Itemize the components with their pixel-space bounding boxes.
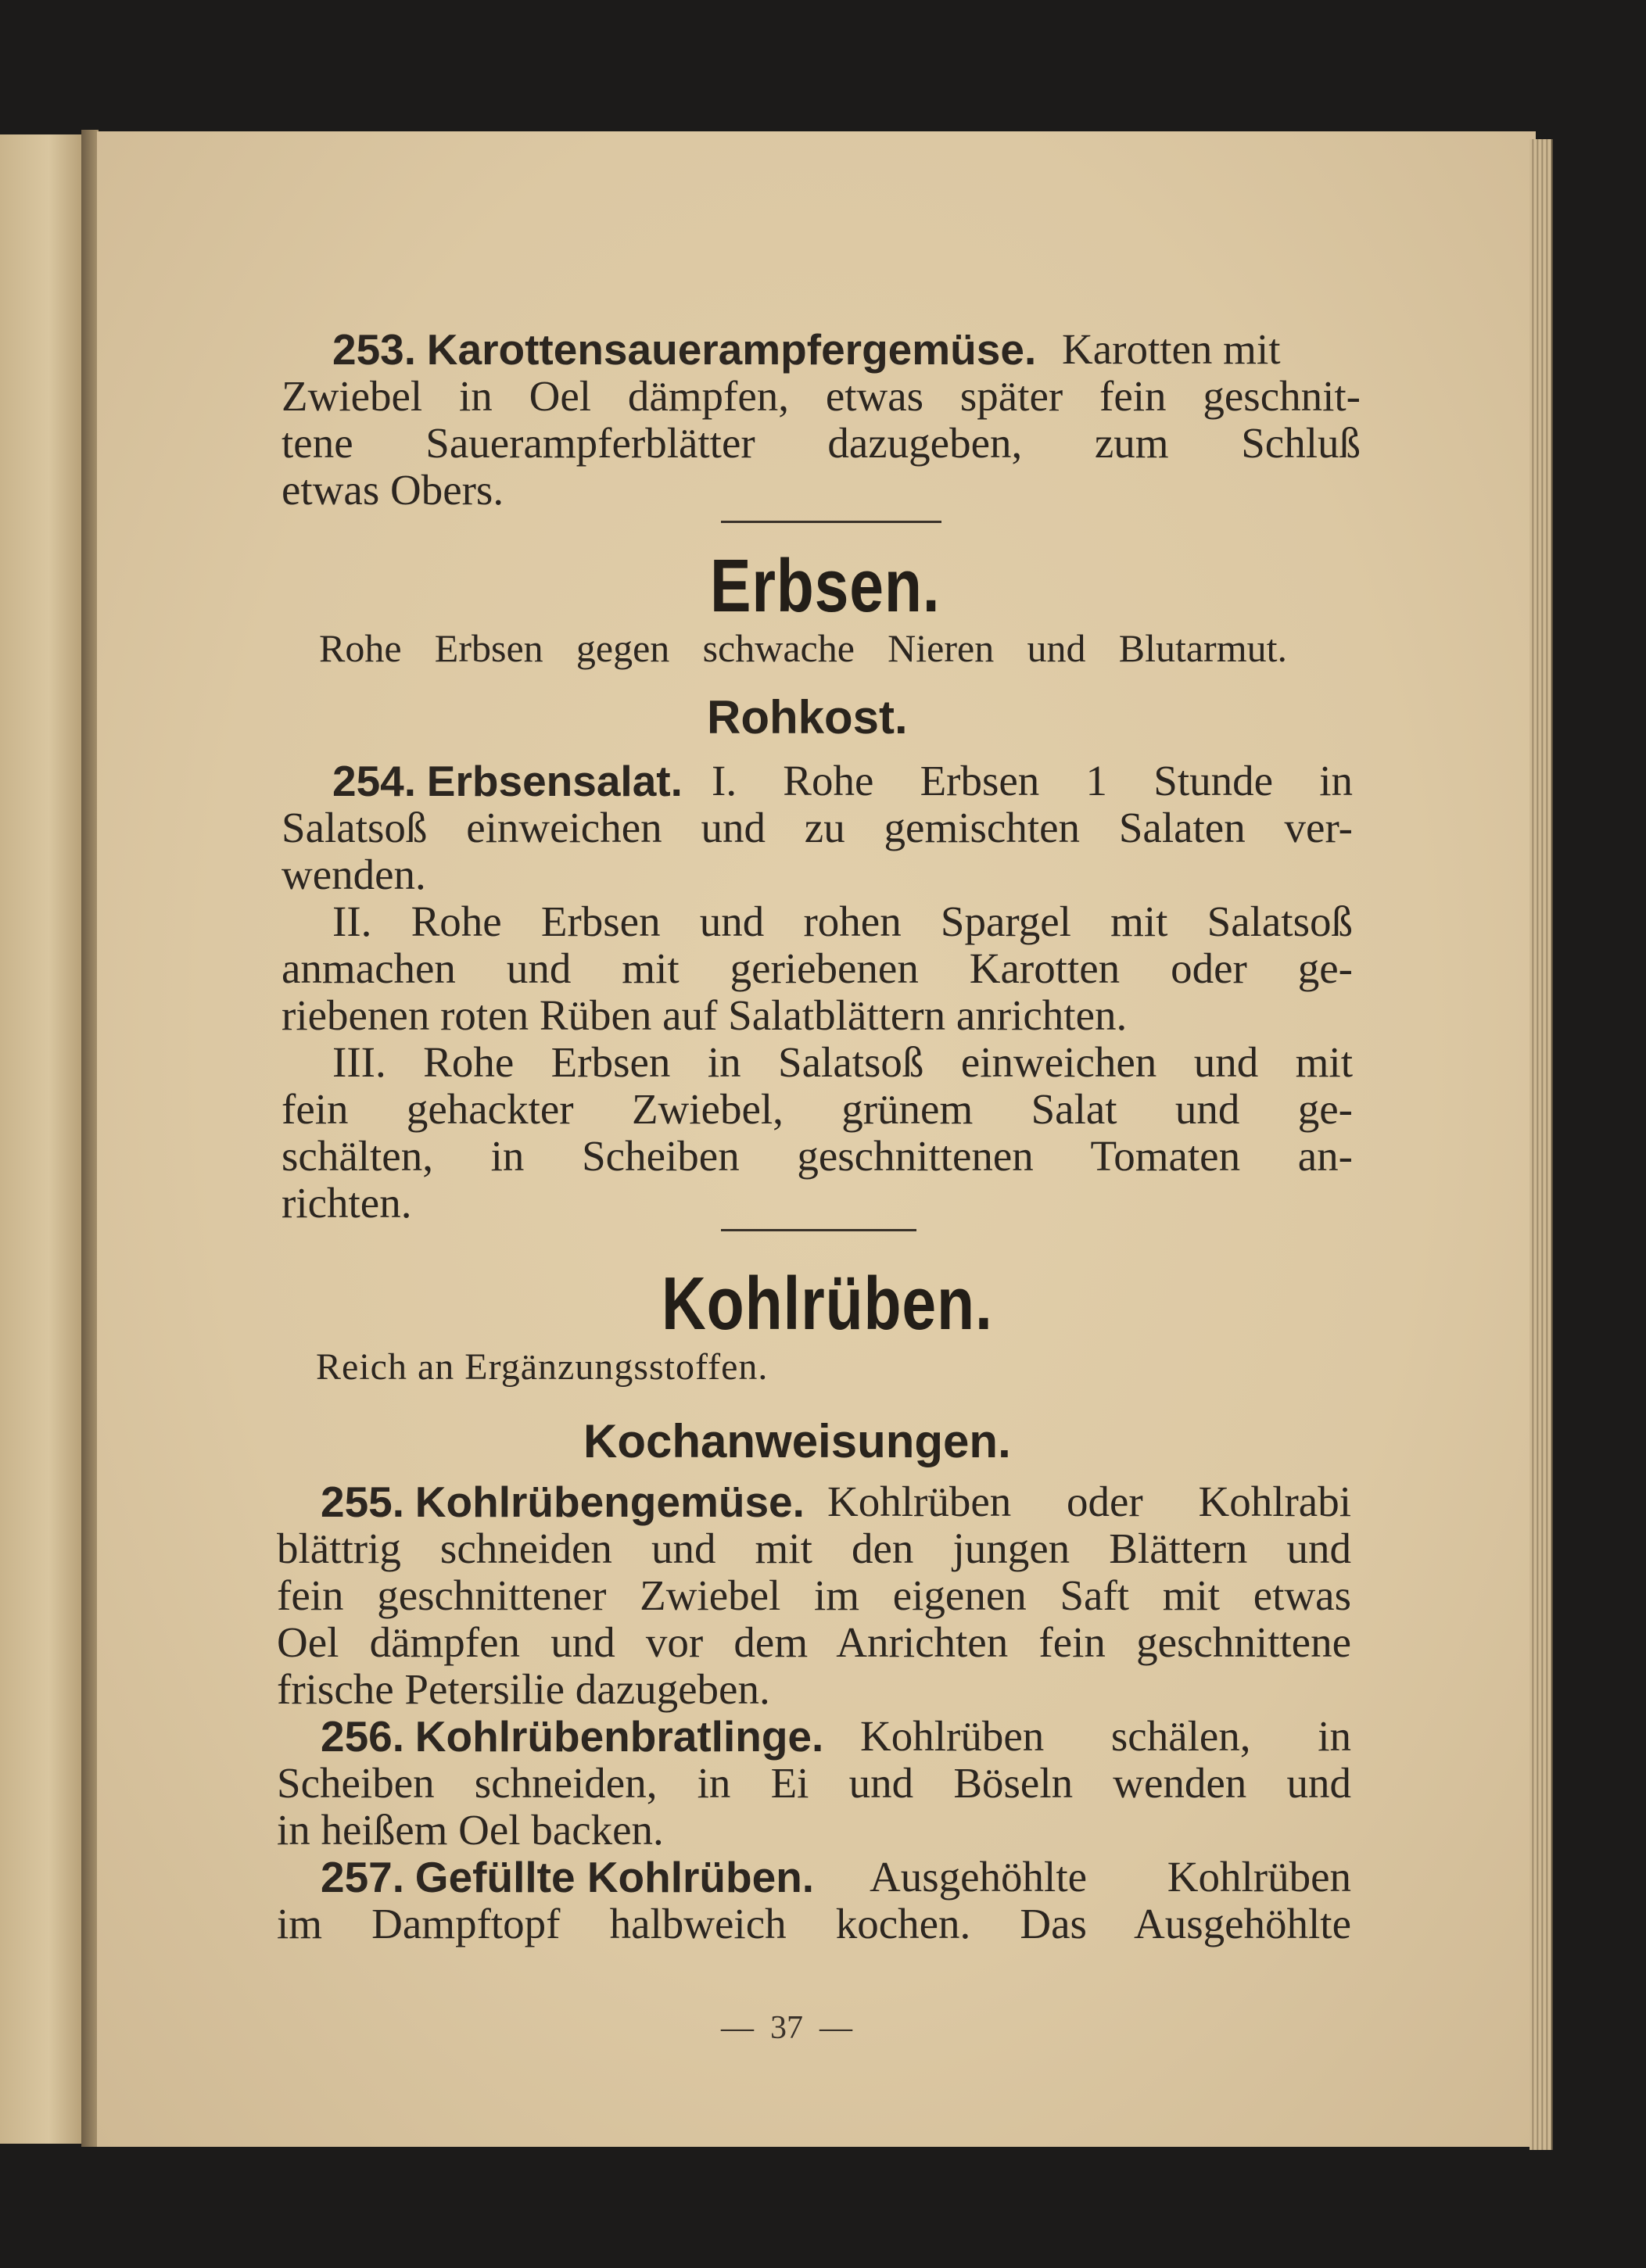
recipe-254-line-4: anmachen und mit geriebenen Karotten oder ge- bbox=[282, 944, 1353, 992]
recipe-253-line-1: Zwiebel in Oel dämpfen, etwas später fein geschnit- bbox=[282, 372, 1361, 420]
page-number bbox=[721, 2009, 852, 2047]
recipe-254-line-5: riebenen roten Rüben auf Salatblättern anrichten. bbox=[282, 991, 1128, 1039]
recipe-254-first-line bbox=[332, 758, 683, 804]
recipe-253-line-2: tene Sauerampferblätter dazugeben, zum Schluß bbox=[282, 419, 1361, 467]
recipe-256-first-line bbox=[321, 1714, 823, 1760]
recipe-253-line-3: etwas Obers. bbox=[282, 466, 504, 514]
recipe-257-line-0: Ausgehöhlte Kohlrüben bbox=[870, 1853, 1351, 1901]
page-number-value: 37 bbox=[770, 2010, 803, 2046]
recipe-254-line-2: wenden. bbox=[282, 851, 426, 898]
section-heading-kohlrueben: Kohlrüben. bbox=[662, 1262, 993, 1345]
recipe-254-line-1: Salatsoß einweichen und zu gemischten Salaten ver- bbox=[282, 804, 1353, 851]
recipe-257-line-1: im Dampftopf halbweich kochen. Das Ausgehöhlte bbox=[277, 1900, 1351, 1947]
recipe-253-title: Karottensauerampfergemüse. bbox=[426, 325, 1037, 374]
page-number-dash-right: — bbox=[803, 2010, 852, 2046]
recipe-254-line-8: schälten, in Scheiben geschnittenen Tomaten an- bbox=[282, 1132, 1353, 1180]
recipe-254-title: Erbsensalat. bbox=[426, 757, 683, 805]
recipe-257-number: 257. bbox=[321, 1853, 405, 1901]
recipe-255-title: Kohlrübengemüse. bbox=[414, 1478, 805, 1526]
recipe-255-first-line bbox=[321, 1479, 805, 1525]
recipe-254-line-7: fein gehackter Zwiebel, grünem Salat und ge- bbox=[282, 1085, 1353, 1133]
recipe-256-title: Kohlrübenbratlinge. bbox=[414, 1712, 824, 1761]
divider-rule-1 bbox=[721, 521, 941, 523]
recipe-256-number: 256. bbox=[321, 1712, 405, 1761]
recipe-255-line-0: Kohlrüben oder Kohlrabi bbox=[827, 1478, 1351, 1525]
recipe-254-line-6: III. Rohe Erbsen in Salatsoß einweichen und mit bbox=[332, 1038, 1353, 1086]
recipe-253-line-0: Karotten mit bbox=[1062, 325, 1281, 373]
recipe-255-line-2: fein geschnittener Zwiebel im eigenen Saft mit etwas bbox=[277, 1571, 1351, 1619]
recipe-256-line-0: Kohlrüben schälen, in bbox=[860, 1712, 1351, 1760]
divider-rule-2 bbox=[721, 1229, 916, 1231]
recipe-255-line-3: Oel dämpfen und vor dem Anrichten fein geschnittene bbox=[277, 1618, 1351, 1666]
recipe-255-line-1: blättrig schneiden und mit den jungen Blättern und bbox=[277, 1525, 1351, 1572]
erbsen-subheading: Rohkost. bbox=[707, 691, 908, 743]
recipe-254-line-9: richten. bbox=[282, 1179, 412, 1227]
erbsen-note: Rohe Erbsen gegen schwache Nieren und Blutarmut. bbox=[319, 626, 1287, 670]
book-gutter bbox=[81, 130, 99, 2147]
page-stack-edge bbox=[1529, 139, 1553, 2150]
kohlrueben-note: Reich an Ergänzungsstoffen. bbox=[316, 1346, 769, 1388]
section-heading-erbsen: Erbsen. bbox=[710, 544, 941, 628]
kohlrueben-subheading: Kochanweisungen. bbox=[583, 1415, 1011, 1467]
recipe-254-line-3: II. Rohe Erbsen und rohen Spargel mit Salatsoß bbox=[332, 898, 1353, 945]
left-page-edge bbox=[0, 134, 83, 2144]
recipe-256-line-2: in heißem Oel backen. bbox=[277, 1806, 664, 1854]
recipe-256-line-1: Scheiben schneiden, in Ei und Böseln wenden und bbox=[277, 1759, 1351, 1807]
recipe-253-number: 253. bbox=[332, 325, 417, 374]
recipe-257-first-line bbox=[321, 1854, 814, 1901]
recipe-254-number: 254. bbox=[332, 757, 417, 805]
recipe-254-line-0: I. Rohe Erbsen 1 Stunde in bbox=[712, 757, 1353, 804]
page-number-dash-left: — bbox=[721, 2010, 770, 2046]
recipe-253-first-line bbox=[332, 327, 1036, 373]
recipe-257-title: Gefüllte Kohlrüben. bbox=[414, 1853, 815, 1901]
recipe-255-number: 255. bbox=[321, 1478, 405, 1526]
recipe-255-line-4: frische Petersilie dazugeben. bbox=[277, 1665, 770, 1713]
